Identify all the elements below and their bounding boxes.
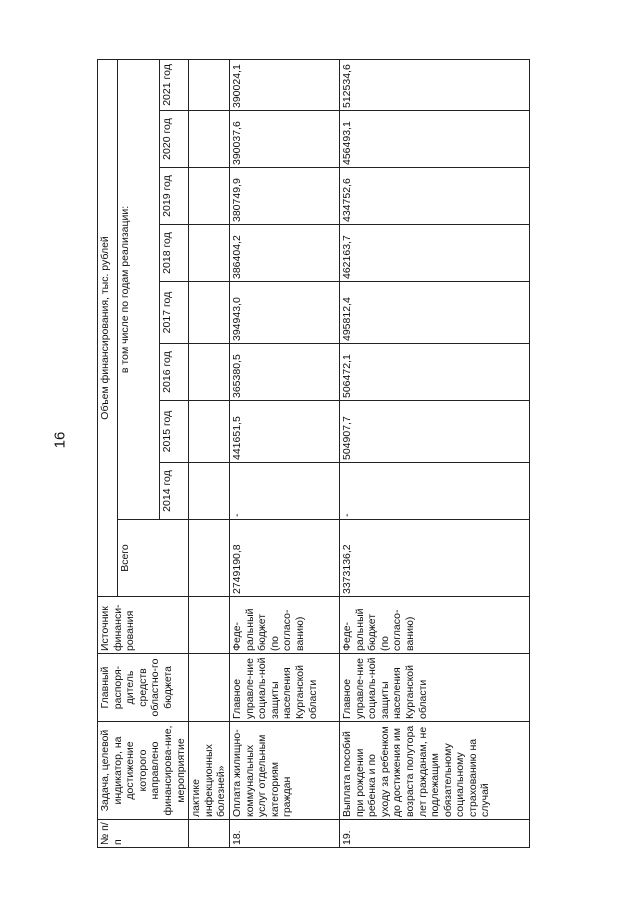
- row-num: 19.: [339, 820, 529, 848]
- row-source: Феде-ральный бюджет (по согласо-ванию): [229, 597, 339, 654]
- header-by-years: в том числе по годам реализации:: [118, 59, 160, 519]
- row-value-2015: 504907,7: [339, 401, 529, 463]
- header-year-2016: 2016 год: [160, 344, 189, 401]
- table-row: [339, 59, 529, 847]
- header-source: Источник финанси-рования: [98, 597, 189, 654]
- row-total: 3373136,2: [339, 520, 529, 597]
- table-row: [229, 59, 339, 847]
- row-value-2021: 512534,6: [339, 59, 529, 110]
- row-value-2016: 365380,5: [229, 344, 339, 401]
- row-value-2017: 394943,0: [229, 282, 339, 344]
- header-year-2019: 2019 год: [160, 168, 189, 225]
- row-value-2021: 390024,1: [229, 59, 339, 110]
- header-admin: Главный распоря-дитель средств областно-го бюджета: [98, 654, 189, 722]
- row-value-2019: 380749,9: [229, 168, 339, 225]
- row-value-2014: -: [339, 463, 529, 520]
- header-volume: Объем финансирования, тыс. рублей: [98, 59, 118, 596]
- row-value-2016: 506472,1: [339, 344, 529, 401]
- row-value-2020: 456493,1: [339, 111, 529, 168]
- row-value-2017: 495812,4: [339, 282, 529, 344]
- row-value-2018: 462163,7: [339, 225, 529, 282]
- continuation-task-cell: лактике инфекционных болезней»: [189, 722, 230, 820]
- row-admin: Главное управле-ние социаль-ной защиты населения Курганской области: [339, 654, 529, 722]
- header-year-2020: 2020 год: [160, 111, 189, 168]
- header-num: № п/п: [98, 820, 189, 848]
- row-source: Феде-ральный бюджет (по согласо-ванию): [339, 597, 529, 654]
- header-year-2014: 2014 год: [160, 463, 189, 520]
- row-admin: Главное управле-ние социаль-ной защиты населения Курганской области: [229, 654, 339, 722]
- continuation-total-cell: [189, 520, 230, 597]
- row-total: 2749190,8: [229, 520, 339, 597]
- page-number: 16: [51, 431, 69, 449]
- financing-table: [97, 59, 530, 848]
- row-task: Оплата жилищно-коммунальных услуг отдельным категориям граждан: [229, 722, 339, 820]
- row-task: Выплата пособий при рождении ребенка и по уходу за ребенком до достижения им возраста полутора лет гражданам, не подлежащим обязательному социальному страхованию на случай: [339, 722, 529, 820]
- row-value-2015: 441651,5: [229, 401, 339, 463]
- row-value-2014: -: [229, 463, 339, 520]
- rotated-table-container: [97, 60, 629, 848]
- header-year-2018: 2018 год: [160, 225, 189, 282]
- row-num: 18.: [229, 820, 339, 848]
- continuation-admin-cell: [189, 654, 230, 722]
- row-value-2018: 386404,2: [229, 225, 339, 282]
- header-total: Всего: [118, 520, 189, 597]
- header-year-2017: 2017 год: [160, 282, 189, 344]
- header-year-2015: 2015 год: [160, 401, 189, 463]
- continuation-num-cell: [189, 820, 230, 848]
- continuation-source-cell: [189, 597, 230, 654]
- row-value-2020: 390037,6: [229, 111, 339, 168]
- header-year-2021: 2021 год: [160, 59, 189, 110]
- row-value-2019: 434752,6: [339, 168, 529, 225]
- header-task: Задача, целевой индикатор, на достижение которого направлено финансирова-ние, мероприятие: [98, 722, 189, 820]
